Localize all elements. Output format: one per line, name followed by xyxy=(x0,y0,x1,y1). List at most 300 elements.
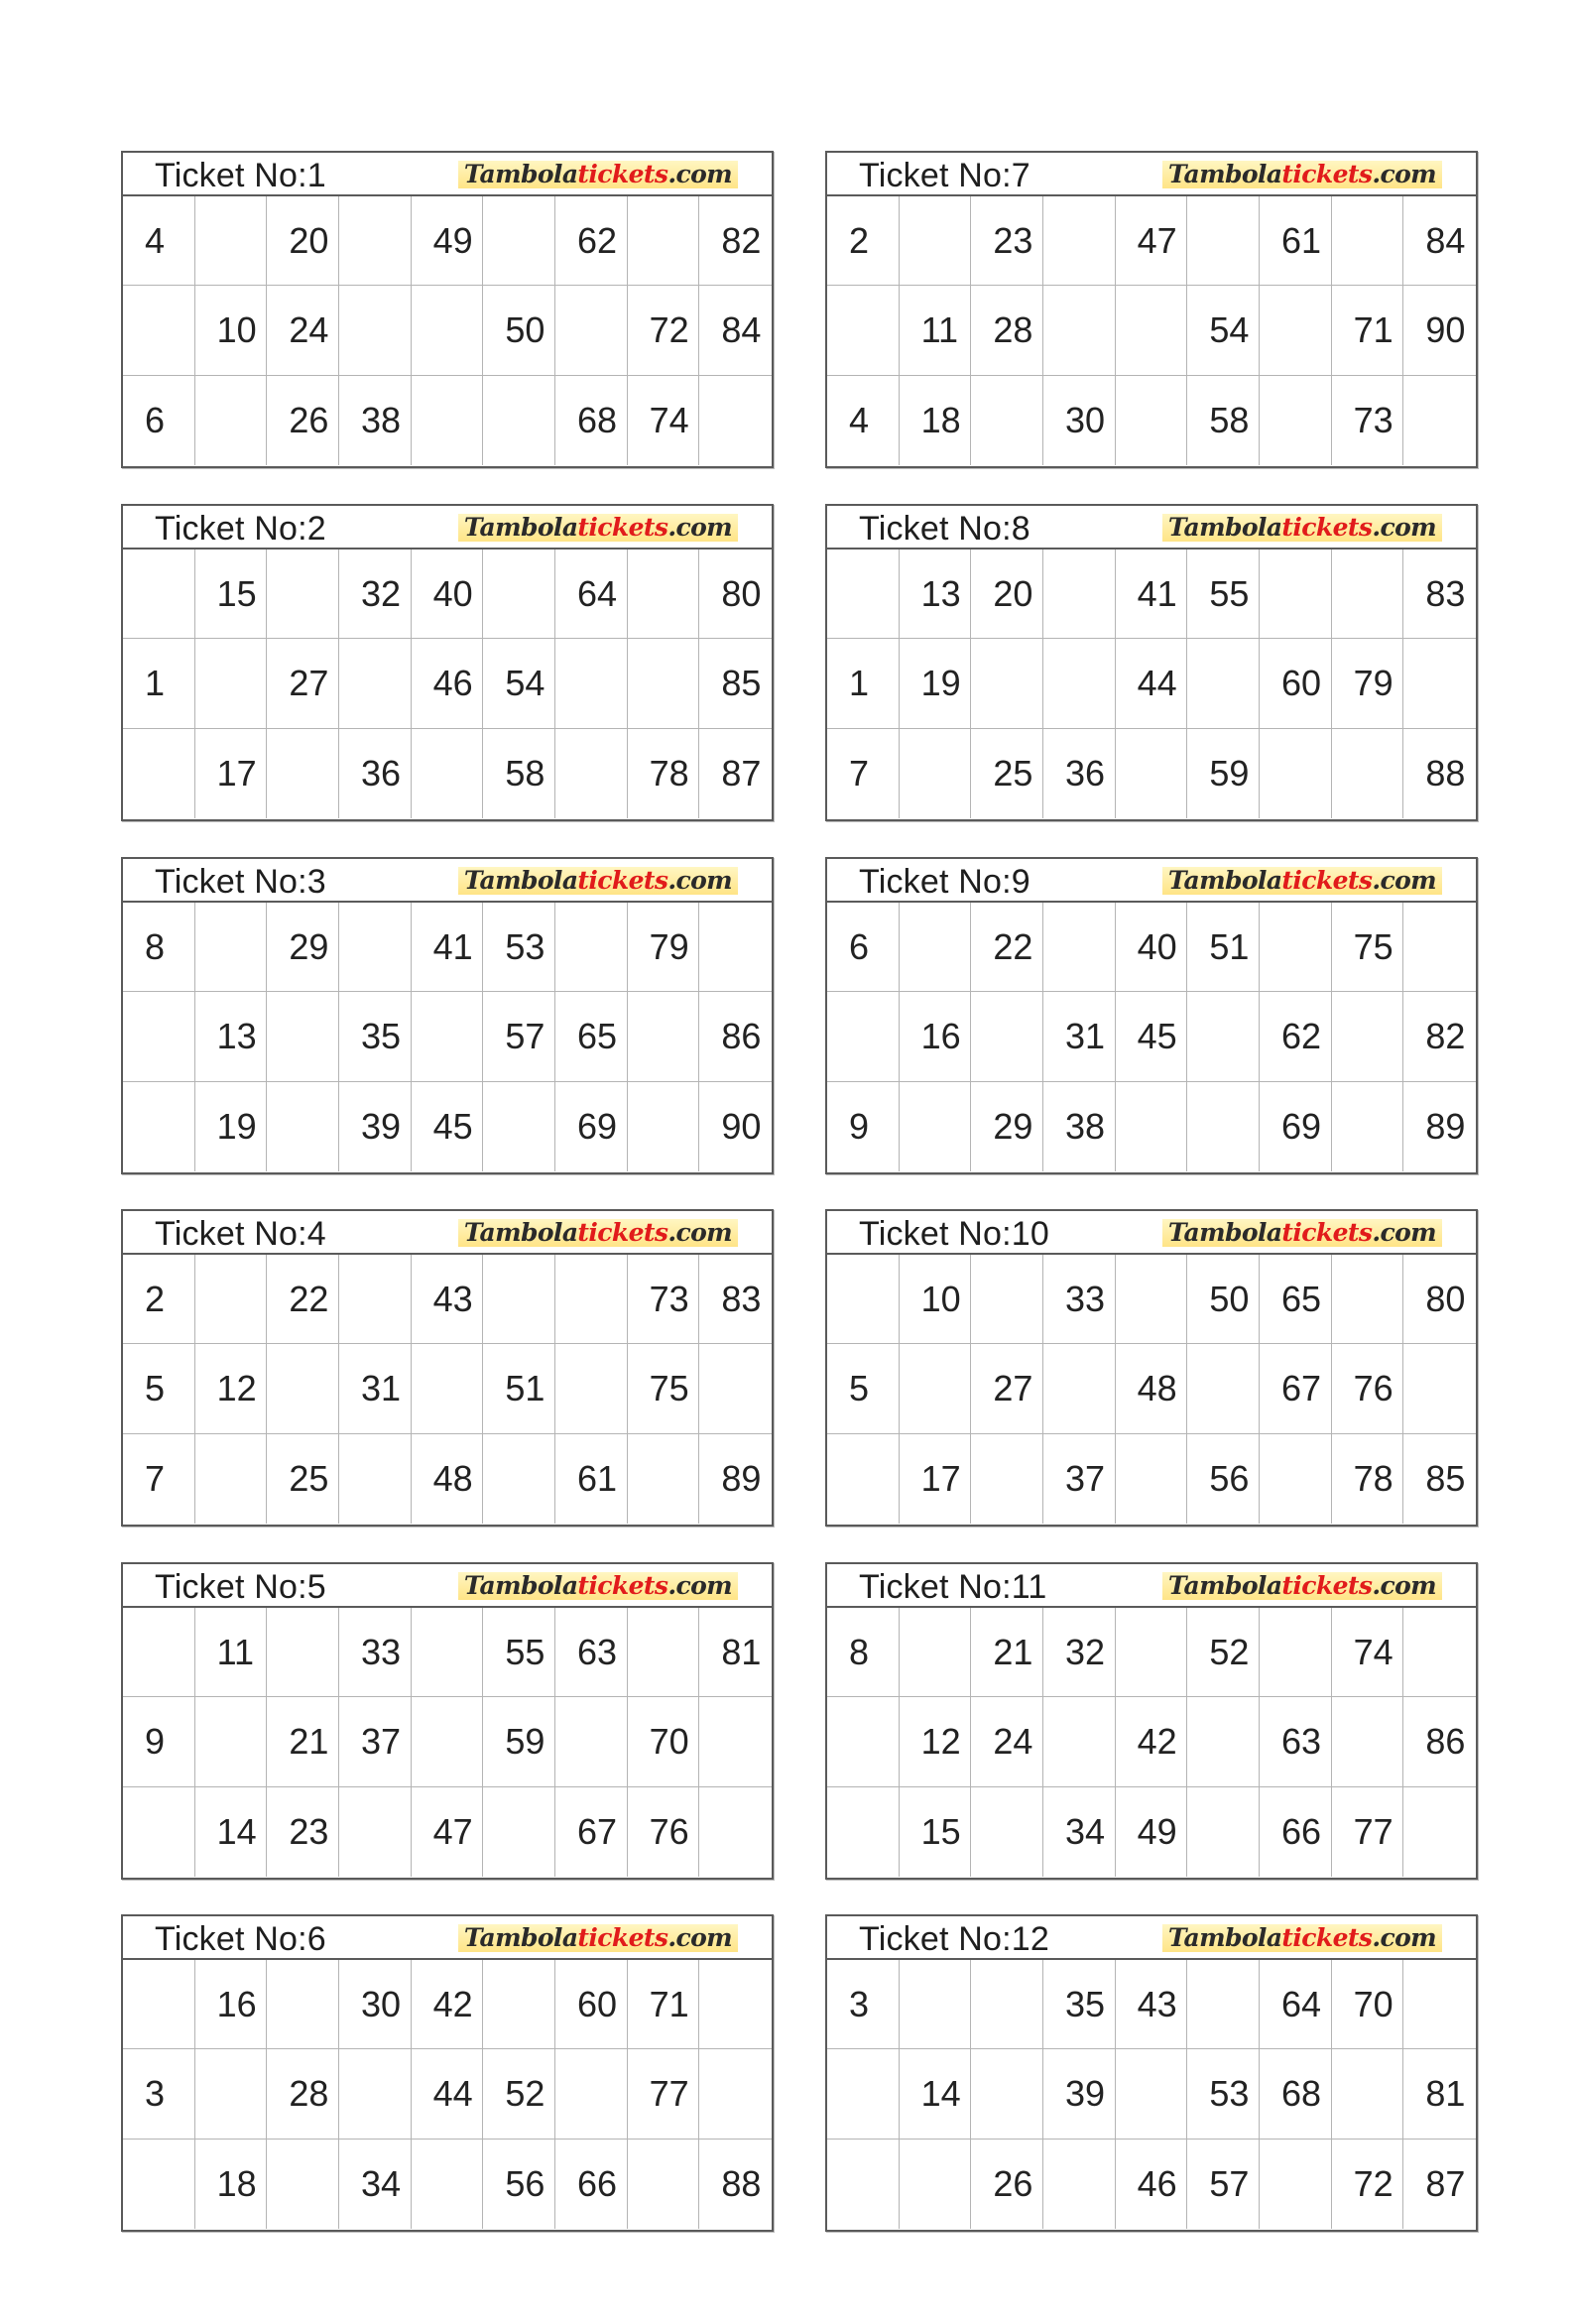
number-cell: 80 xyxy=(699,550,772,639)
empty-cell xyxy=(1332,992,1404,1081)
empty-cell xyxy=(195,903,268,992)
number-cell: 22 xyxy=(267,1255,339,1344)
number-cell: 23 xyxy=(267,1787,339,1877)
empty-cell xyxy=(555,639,628,728)
empty-cell xyxy=(1043,2140,1116,2229)
empty-cell xyxy=(900,1344,972,1433)
number-cell: 35 xyxy=(339,992,412,1081)
empty-cell xyxy=(195,1255,268,1344)
empty-cell xyxy=(628,1434,700,1524)
empty-cell xyxy=(123,1608,195,1697)
ticket-header xyxy=(123,1564,772,1608)
empty-cell xyxy=(900,729,972,818)
number-cell: 52 xyxy=(483,2049,555,2139)
number-cell: 1 xyxy=(827,639,900,728)
empty-cell xyxy=(339,286,412,375)
number-cell: 20 xyxy=(267,196,339,286)
number-cell: 33 xyxy=(1043,1255,1116,1344)
number-cell: 14 xyxy=(195,1787,268,1877)
number-cell: 72 xyxy=(1332,2140,1404,2229)
brand-logo xyxy=(1162,514,1442,542)
brand-logo-text: .com xyxy=(667,1923,732,1952)
empty-cell xyxy=(1332,196,1404,286)
brand-logo-text: Tambola xyxy=(463,866,578,895)
number-cell: 68 xyxy=(1260,2049,1332,2139)
empty-cell xyxy=(555,1344,628,1433)
number-cell: 38 xyxy=(339,376,412,465)
empty-cell xyxy=(483,1787,555,1877)
brand-logo-text: Tambola xyxy=(463,1218,578,1247)
empty-cell xyxy=(555,2049,628,2139)
empty-cell xyxy=(1260,729,1332,818)
number-cell: 31 xyxy=(1043,992,1116,1081)
empty-cell xyxy=(195,639,268,728)
ticket-title: Ticket No:2 xyxy=(155,510,326,548)
number-cell: 75 xyxy=(1332,903,1404,992)
empty-cell xyxy=(1116,2049,1188,2139)
number-cell: 47 xyxy=(1116,196,1188,286)
number-cell: 23 xyxy=(971,196,1043,286)
empty-cell xyxy=(483,550,555,639)
ticket-header xyxy=(123,1211,772,1255)
brand-logo-text: tickets xyxy=(577,160,668,188)
number-cell: 13 xyxy=(900,550,972,639)
number-cell: 69 xyxy=(555,1082,628,1171)
number-cell: 71 xyxy=(628,1960,700,2049)
empty-cell xyxy=(971,1960,1043,2049)
empty-cell xyxy=(699,1960,772,2049)
brand-logo xyxy=(458,1924,738,1952)
number-cell: 3 xyxy=(827,1960,900,2049)
empty-cell xyxy=(483,1082,555,1171)
empty-cell xyxy=(123,1787,195,1877)
number-cell: 37 xyxy=(1043,1434,1116,1524)
number-cell: 62 xyxy=(1260,992,1332,1081)
number-cell: 51 xyxy=(1187,903,1260,992)
ticket-title: Ticket No:8 xyxy=(859,510,1030,548)
number-cell: 65 xyxy=(555,992,628,1081)
brand-logo-text: .com xyxy=(667,1571,732,1600)
empty-cell xyxy=(827,2140,900,2229)
brand-logo-text: .com xyxy=(1372,1218,1436,1247)
empty-cell xyxy=(1260,376,1332,465)
empty-cell xyxy=(1260,286,1332,375)
number-cell: 59 xyxy=(483,1697,555,1786)
empty-cell xyxy=(339,639,412,728)
ticket-header xyxy=(123,153,772,196)
number-cell: 74 xyxy=(628,376,700,465)
ticket-9 xyxy=(825,857,1478,1174)
number-cell: 73 xyxy=(628,1255,700,1344)
number-cell: 17 xyxy=(900,1434,972,1524)
number-cell: 7 xyxy=(827,729,900,818)
number-cell: 62 xyxy=(555,196,628,286)
brand-logo xyxy=(458,1219,738,1247)
number-cell: 69 xyxy=(1260,1082,1332,1171)
empty-cell xyxy=(195,376,268,465)
ticket-header xyxy=(123,859,772,903)
number-cell: 57 xyxy=(483,992,555,1081)
number-cell: 37 xyxy=(339,1697,412,1786)
number-cell: 28 xyxy=(971,286,1043,375)
empty-cell xyxy=(827,550,900,639)
empty-cell xyxy=(699,1697,772,1786)
empty-cell xyxy=(1403,1344,1476,1433)
empty-cell xyxy=(412,2140,484,2229)
empty-cell xyxy=(628,550,700,639)
empty-cell xyxy=(123,1960,195,2049)
number-cell: 54 xyxy=(1187,286,1260,375)
number-cell: 78 xyxy=(1332,1434,1404,1524)
number-cell: 28 xyxy=(267,2049,339,2139)
empty-cell xyxy=(1403,376,1476,465)
ticket-title: Ticket No:3 xyxy=(155,863,326,901)
brand-logo-text: tickets xyxy=(1281,1218,1373,1247)
empty-cell xyxy=(123,992,195,1081)
number-grid xyxy=(123,1608,772,1877)
empty-cell xyxy=(483,1960,555,2049)
number-cell: 49 xyxy=(412,196,484,286)
brand-logo-text: tickets xyxy=(577,1218,668,1247)
number-cell: 4 xyxy=(827,376,900,465)
number-cell: 22 xyxy=(971,903,1043,992)
brand-logo-text: .com xyxy=(667,866,732,895)
number-cell: 15 xyxy=(195,550,268,639)
number-cell: 58 xyxy=(1187,376,1260,465)
brand-logo-text: tickets xyxy=(1281,1571,1373,1600)
number-cell: 55 xyxy=(1187,550,1260,639)
number-cell: 88 xyxy=(1425,752,1466,794)
brand-logo-text: tickets xyxy=(577,1923,668,1952)
empty-cell xyxy=(123,550,195,639)
number-cell: 71 xyxy=(1332,286,1404,375)
brand-logo-text: tickets xyxy=(577,1571,668,1600)
number-cell: 16 xyxy=(900,992,972,1081)
empty-cell xyxy=(267,1082,339,1171)
empty-cell xyxy=(1116,376,1188,465)
empty-cell xyxy=(900,1608,972,1697)
ticket-5 xyxy=(121,1562,774,1880)
number-cell: 53 xyxy=(483,903,555,992)
ticket-title: Ticket No:11 xyxy=(859,1568,1047,1606)
empty-cell xyxy=(1187,639,1260,728)
empty-cell xyxy=(1260,1608,1332,1697)
number-cell: 32 xyxy=(1043,1608,1116,1697)
empty-cell xyxy=(1043,286,1116,375)
number-cell: 65 xyxy=(1260,1255,1332,1344)
number-cell: 14 xyxy=(900,2049,972,2139)
number-cell: 9 xyxy=(123,1697,195,1786)
empty-cell xyxy=(1187,1960,1260,2049)
empty-cell xyxy=(412,729,484,818)
number-cell: 56 xyxy=(483,2140,555,2229)
brand-logo xyxy=(1162,1219,1442,1247)
number-cell: 50 xyxy=(483,286,555,375)
ticket-header xyxy=(827,1564,1476,1608)
number-cell: 43 xyxy=(412,1255,484,1344)
empty-cell xyxy=(1187,1787,1260,1877)
number-cell: 54 xyxy=(483,639,555,728)
empty-cell xyxy=(123,1082,195,1171)
number-cell: 39 xyxy=(1043,2049,1116,2139)
number-cell: 89 xyxy=(1425,1105,1466,1147)
number-cell: 32 xyxy=(339,550,412,639)
number-grid xyxy=(827,1608,1476,1877)
empty-cell xyxy=(412,992,484,1081)
empty-cell xyxy=(1260,903,1332,992)
empty-cell xyxy=(699,1344,772,1433)
empty-cell xyxy=(1116,1434,1188,1524)
ticket-header xyxy=(123,1916,772,1960)
ticket-title: Ticket No:12 xyxy=(859,1920,1049,1958)
ticket-title: Ticket No:10 xyxy=(859,1215,1049,1253)
empty-cell xyxy=(483,196,555,286)
brand-logo xyxy=(1162,1924,1442,1952)
number-cell: 64 xyxy=(555,550,628,639)
brand-logo-text: tickets xyxy=(1281,866,1373,895)
number-cell: 4 xyxy=(123,196,195,286)
number-cell: 29 xyxy=(971,1082,1043,1171)
number-cell: 79 xyxy=(1332,639,1404,728)
number-cell: 40 xyxy=(1116,903,1188,992)
number-grid xyxy=(827,1960,1476,2229)
empty-cell xyxy=(699,1787,772,1877)
brand-logo-text: Tambola xyxy=(1167,513,1282,542)
empty-cell xyxy=(1043,196,1116,286)
empty-cell xyxy=(339,2049,412,2139)
empty-cell xyxy=(900,1082,972,1171)
number-cell: 29 xyxy=(267,903,339,992)
number-cell: 78 xyxy=(628,729,700,818)
empty-cell xyxy=(339,1255,412,1344)
number-cell: 56 xyxy=(1187,1434,1260,1524)
number-cell: 11 xyxy=(900,286,972,375)
number-cell: 63 xyxy=(1260,1697,1332,1786)
number-cell: 88 xyxy=(721,2162,762,2204)
empty-cell xyxy=(339,1434,412,1524)
number-cell: 17 xyxy=(195,729,268,818)
ticket-header xyxy=(827,1916,1476,1960)
number-cell: 60 xyxy=(1260,639,1332,728)
empty-cell xyxy=(195,196,268,286)
number-cell: 9 xyxy=(827,1082,900,1171)
number-cell: 20 xyxy=(971,550,1043,639)
empty-cell xyxy=(1187,1082,1260,1171)
number-cell: 7 xyxy=(123,1434,195,1524)
number-cell: 18 xyxy=(195,2140,268,2229)
brand-logo-text: Tambola xyxy=(1167,1571,1282,1600)
number-cell: 26 xyxy=(971,2140,1043,2229)
empty-cell xyxy=(1187,1344,1260,1433)
empty-cell xyxy=(1332,1082,1404,1171)
brand-logo-text: .com xyxy=(1372,1923,1436,1952)
empty-cell xyxy=(1043,1344,1116,1433)
ticket-title: Ticket No:9 xyxy=(859,863,1030,901)
ticket-12 xyxy=(825,1914,1478,2232)
brand-logo-text: Tambola xyxy=(1167,1923,1282,1952)
number-cell: 25 xyxy=(267,1434,339,1524)
number-cell: 48 xyxy=(412,1434,484,1524)
empty-cell xyxy=(483,1434,555,1524)
empty-cell xyxy=(628,2140,700,2229)
brand-logo-text: tickets xyxy=(1281,160,1373,188)
empty-cell xyxy=(267,550,339,639)
number-cell: 18 xyxy=(900,376,972,465)
empty-cell xyxy=(628,196,700,286)
empty-cell xyxy=(1043,903,1116,992)
empty-cell xyxy=(555,1697,628,1786)
number-cell: 19 xyxy=(195,1082,268,1171)
number-cell: 52 xyxy=(1187,1608,1260,1697)
number-cell: 82 xyxy=(699,196,772,286)
ticket-header xyxy=(827,1211,1476,1255)
number-cell: 30 xyxy=(339,1960,412,2049)
number-cell: 49 xyxy=(1116,1787,1188,1877)
number-cell: 58 xyxy=(483,729,555,818)
empty-cell xyxy=(267,1960,339,2049)
number-cell: 61 xyxy=(555,1434,628,1524)
number-cell: 89 xyxy=(721,1457,762,1499)
empty-cell xyxy=(339,196,412,286)
number-cell: 27 xyxy=(971,1344,1043,1433)
empty-cell xyxy=(971,992,1043,1081)
brand-logo-text: Tambola xyxy=(1167,1218,1282,1247)
number-cell: 1 xyxy=(123,639,195,728)
brand-logo-text: .com xyxy=(667,160,732,188)
number-cell: 73 xyxy=(1332,376,1404,465)
number-cell: 8 xyxy=(827,1608,900,1697)
empty-cell xyxy=(827,1787,900,1877)
number-cell: 46 xyxy=(412,639,484,728)
empty-cell xyxy=(412,1697,484,1786)
empty-cell xyxy=(628,1082,700,1171)
number-cell: 83 xyxy=(1403,550,1476,639)
empty-cell xyxy=(1187,1697,1260,1786)
empty-cell xyxy=(195,2049,268,2139)
empty-cell xyxy=(628,992,700,1081)
empty-cell xyxy=(267,1608,339,1697)
number-cell: 51 xyxy=(483,1344,555,1433)
brand-logo-text: Tambola xyxy=(463,513,578,542)
brand-logo-text: Tambola xyxy=(463,1571,578,1600)
ticket-header xyxy=(123,506,772,550)
brand-logo xyxy=(1162,161,1442,188)
empty-cell xyxy=(412,1608,484,1697)
number-cell: 75 xyxy=(628,1344,700,1433)
ticket-title: Ticket No:4 xyxy=(155,1215,326,1253)
brand-logo-text: .com xyxy=(1372,1571,1436,1600)
number-cell: 83 xyxy=(699,1255,772,1344)
empty-cell xyxy=(699,376,772,465)
empty-cell xyxy=(1260,550,1332,639)
number-cell: 21 xyxy=(971,1608,1043,1697)
number-cell: 2 xyxy=(123,1255,195,1344)
empty-cell xyxy=(1332,2049,1404,2139)
number-cell: 6 xyxy=(827,903,900,992)
number-grid xyxy=(123,550,772,818)
number-cell: 12 xyxy=(900,1697,972,1786)
number-cell: 59 xyxy=(1187,729,1260,818)
empty-cell xyxy=(900,1960,972,2049)
number-cell: 79 xyxy=(628,903,700,992)
number-cell: 15 xyxy=(900,1787,972,1877)
number-cell: 34 xyxy=(339,2140,412,2229)
ticket-4 xyxy=(121,1209,774,1527)
number-cell: 48 xyxy=(1116,1344,1188,1433)
empty-cell xyxy=(1260,1434,1332,1524)
number-cell: 24 xyxy=(267,286,339,375)
number-grid xyxy=(123,196,772,465)
brand-logo xyxy=(1162,1572,1442,1600)
number-cell: 34 xyxy=(1043,1787,1116,1877)
number-cell: 84 xyxy=(699,286,772,375)
ticket-title: Ticket No:5 xyxy=(155,1568,326,1606)
number-cell: 84 xyxy=(1403,196,1476,286)
empty-cell xyxy=(827,286,900,375)
empty-cell xyxy=(1332,729,1404,818)
empty-cell xyxy=(1403,903,1476,992)
number-cell: 42 xyxy=(412,1960,484,2049)
brand-logo-text: tickets xyxy=(577,513,668,542)
empty-cell xyxy=(555,1255,628,1344)
number-cell: 60 xyxy=(555,1960,628,2049)
number-cell: 46 xyxy=(1116,2140,1188,2229)
number-cell: 53 xyxy=(1187,2049,1260,2139)
brand-logo-text: tickets xyxy=(577,866,668,895)
number-cell: 36 xyxy=(339,729,412,818)
number-grid xyxy=(827,550,1476,818)
number-cell: 39 xyxy=(339,1082,412,1171)
empty-cell xyxy=(699,903,772,992)
number-cell: 19 xyxy=(900,639,972,728)
empty-cell xyxy=(1403,1960,1476,2049)
number-cell: 81 xyxy=(699,1608,772,1697)
number-grid xyxy=(827,903,1476,1171)
empty-cell xyxy=(412,376,484,465)
number-cell: 8 xyxy=(123,903,195,992)
empty-cell xyxy=(339,903,412,992)
number-cell: 67 xyxy=(1260,1344,1332,1433)
empty-cell xyxy=(555,903,628,992)
brand-logo-text: Tambola xyxy=(1167,160,1282,188)
empty-cell xyxy=(483,1255,555,1344)
empty-cell xyxy=(123,286,195,375)
number-cell: 61 xyxy=(1260,196,1332,286)
brand-logo xyxy=(458,161,738,188)
empty-cell xyxy=(1403,639,1476,728)
empty-cell xyxy=(555,286,628,375)
brand-logo-text: .com xyxy=(667,1218,732,1247)
empty-cell xyxy=(483,376,555,465)
number-cell: 30 xyxy=(1043,376,1116,465)
number-grid xyxy=(123,903,772,1171)
number-cell: 67 xyxy=(555,1787,628,1877)
number-cell: 47 xyxy=(412,1787,484,1877)
number-cell: 21 xyxy=(267,1697,339,1786)
empty-cell xyxy=(1116,1608,1188,1697)
number-cell: 70 xyxy=(628,1697,700,1786)
empty-cell xyxy=(628,1608,700,1697)
number-cell: 6 xyxy=(123,376,195,465)
number-cell: 41 xyxy=(412,903,484,992)
empty-cell xyxy=(1332,1697,1404,1786)
brand-logo-text: .com xyxy=(1372,513,1436,542)
number-cell: 5 xyxy=(827,1344,900,1433)
ticket-header xyxy=(827,506,1476,550)
number-grid xyxy=(123,1255,772,1524)
empty-cell xyxy=(971,639,1043,728)
ticket-8 xyxy=(825,504,1478,821)
